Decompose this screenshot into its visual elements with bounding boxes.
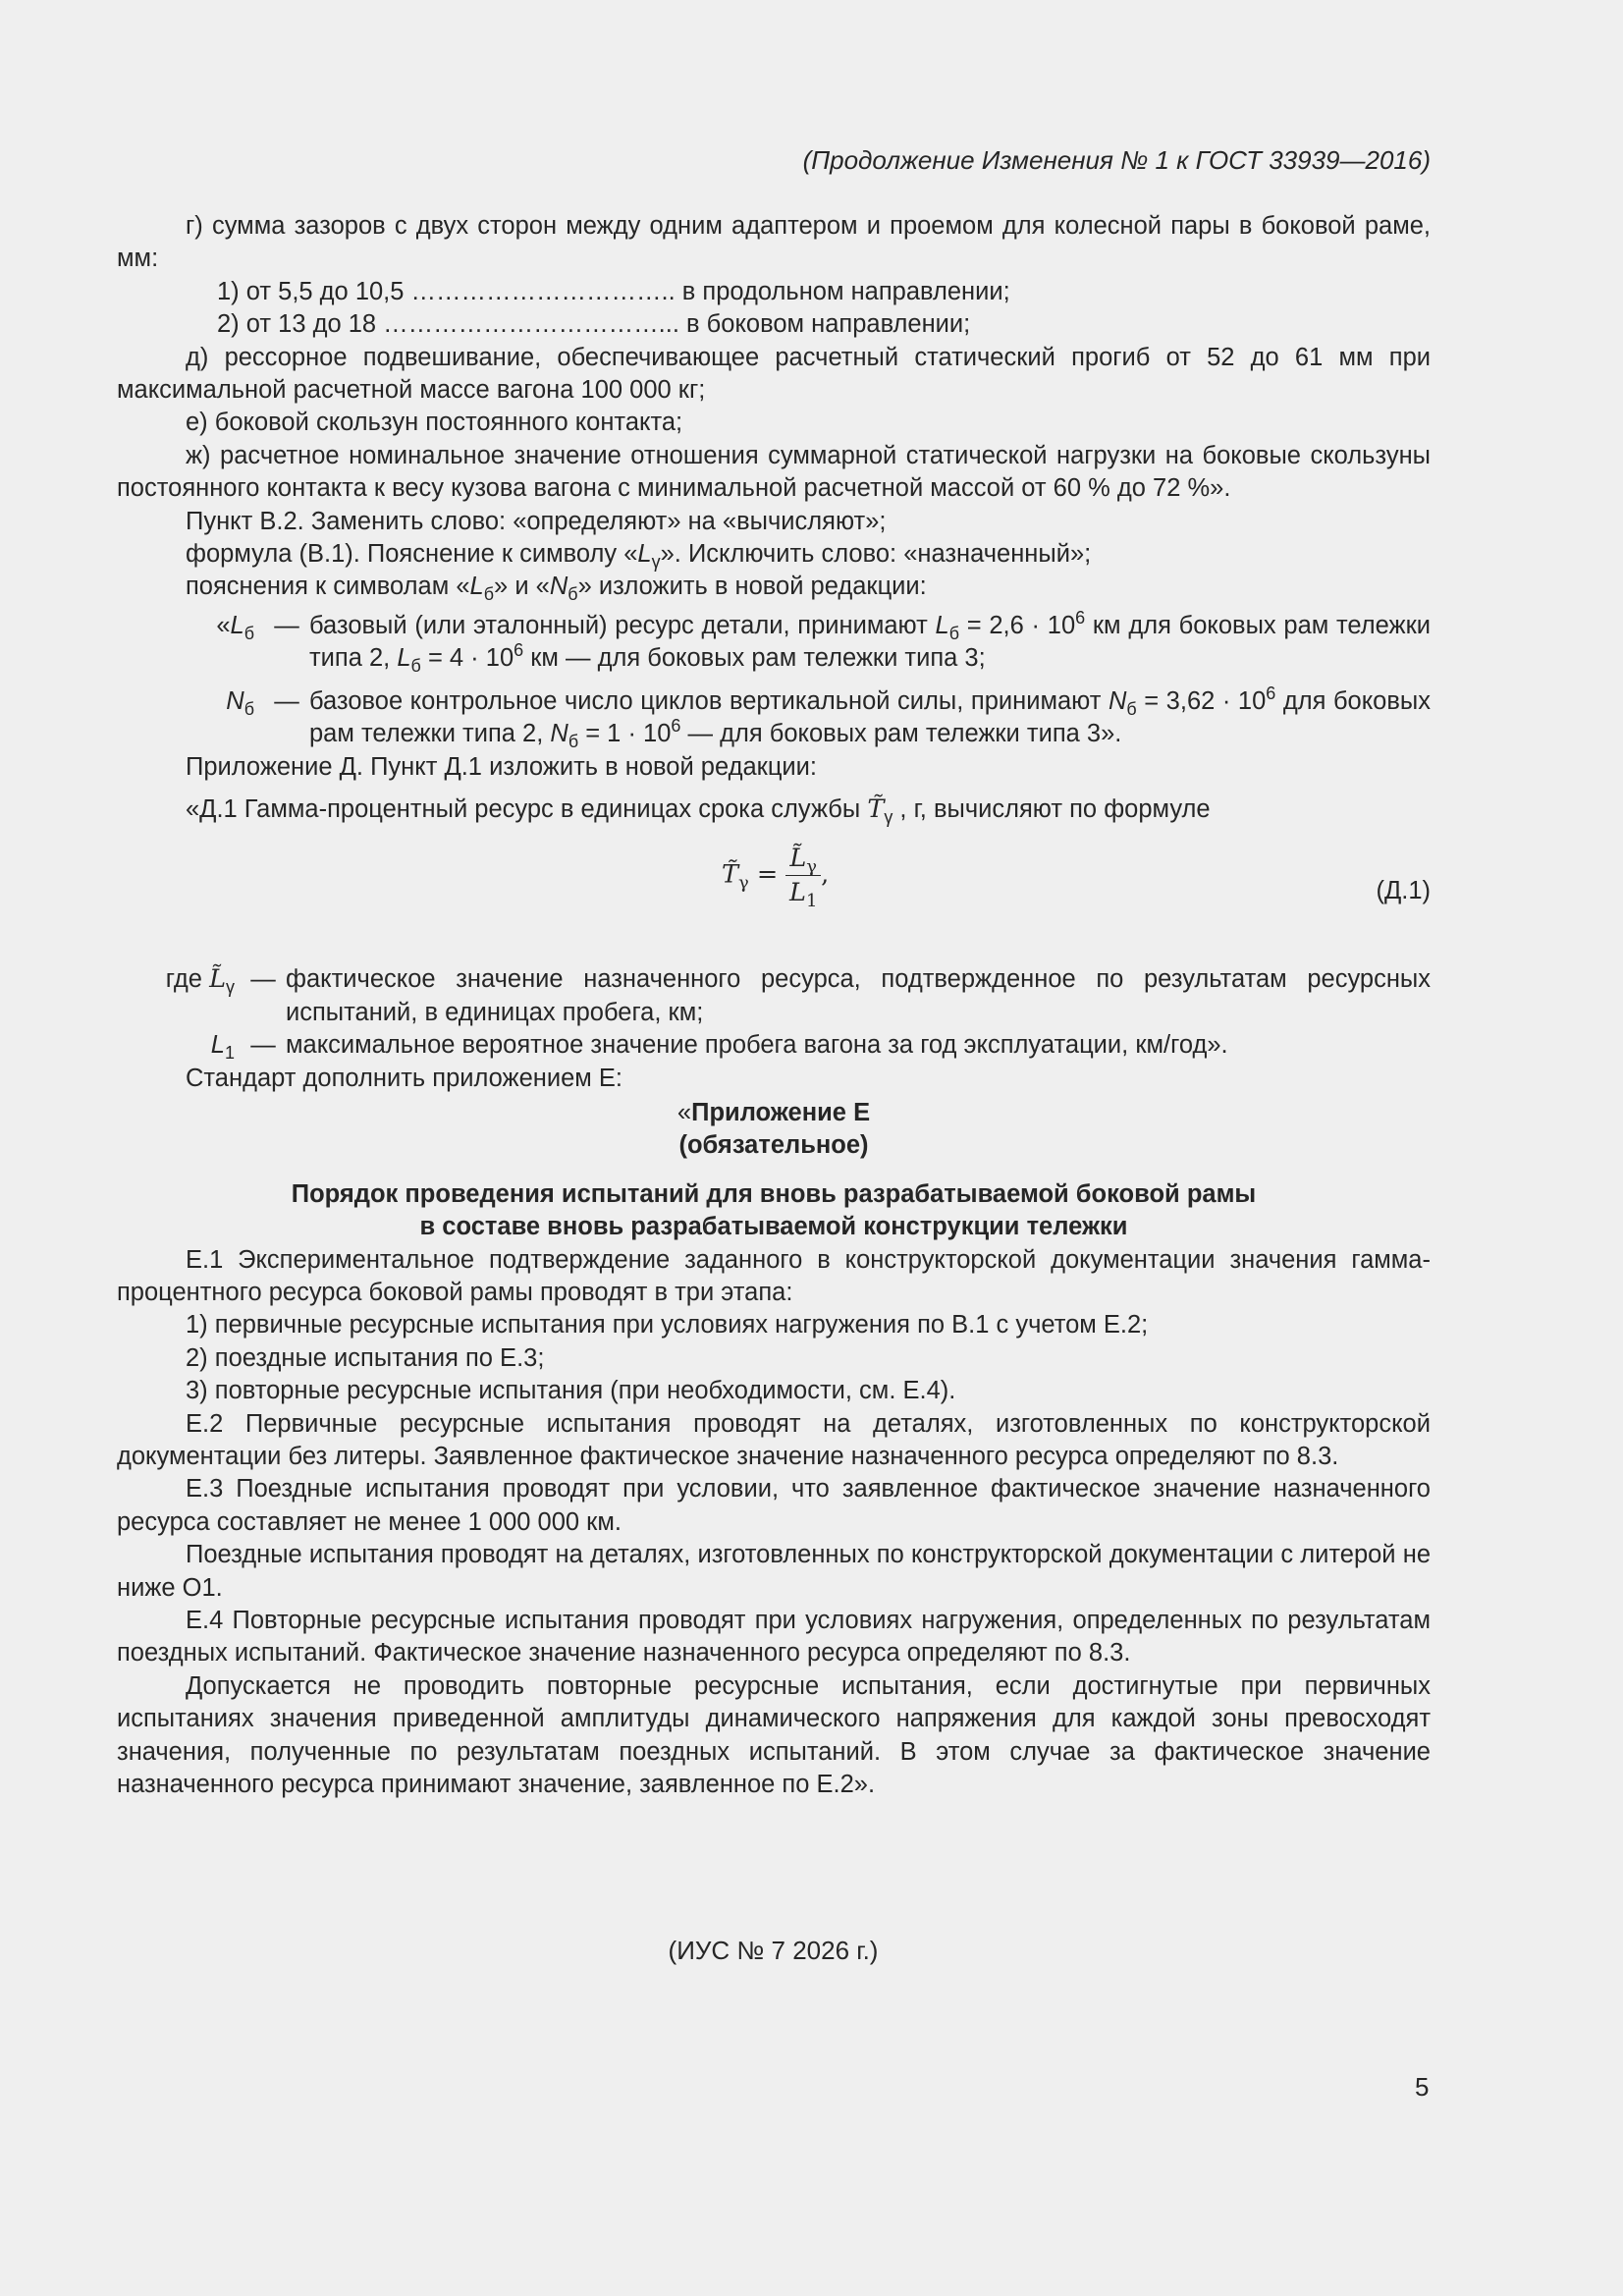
appendix-heading-1: Порядок проведения испытаний для вновь разрабатываемой боковой рамы — [291, 1179, 1257, 1208]
page-number: 5 — [1415, 2072, 1430, 2102]
superscript: 6 — [671, 716, 681, 737]
symbol-L: L — [397, 644, 411, 673]
para-g: г) сумма зазоров с двух сторон между одним адаптером и проемом для колесной пары в боковой раме, мм: — [117, 212, 1431, 273]
text-run: пояснения к символам « — [186, 573, 470, 601]
d1-text — [117, 793, 1431, 826]
superscript: 6 — [1266, 683, 1276, 703]
where-dash: — — [250, 965, 276, 994]
explain-symbols — [117, 571, 1431, 603]
symbol-T: T̃ — [867, 793, 885, 824]
superscript: 6 — [1075, 607, 1086, 628]
definition-symbol — [117, 676, 264, 751]
symbol-L: L̃ — [789, 844, 807, 874]
punkt-v2: Пункт В.2. Заменить слово: «определяют» на «вычисляют»; — [186, 507, 887, 535]
appendix-name: Приложение Е — [691, 1098, 871, 1126]
text-run: «Д.1 Гамма-процентный ресурс в единицах срока службы — [186, 794, 868, 823]
symbol-L: L — [210, 1031, 225, 1060]
item-2: 2) от 13 до 18 ……………………………... в боковом направлении; — [217, 310, 971, 339]
subscript: γ — [738, 872, 749, 894]
formula-comma: , — [821, 859, 830, 890]
symbol-N: N — [226, 686, 244, 715]
text-run: базовый (или эталонный) ресурс детали, принимают — [309, 611, 936, 639]
definition-text — [309, 607, 1431, 677]
quote-mark: « — [676, 1098, 692, 1126]
text-run: для боковых рам тележки типа 2, — [309, 686, 1431, 748]
symbol-L: L — [469, 573, 484, 601]
para-d: д) рессорное подвешивание, обеспечивающее расчетный статический прогиб от 52 до 61 мм при максимальной расчетной массе вагона 100 000 кг; — [117, 343, 1431, 405]
symbol-L: L — [789, 878, 806, 908]
appendix-title — [117, 1097, 1431, 1129]
fraction — [785, 844, 821, 912]
document-body — [117, 210, 1431, 1801]
subscript: γ — [806, 856, 818, 878]
equation-number: (Д.1) — [1376, 877, 1431, 905]
subscript: б — [243, 698, 254, 719]
equals-sign: = — [748, 859, 786, 890]
where-symbol — [117, 963, 241, 1029]
where-row-2 — [117, 1029, 1431, 1062]
formula-lhs: T̃ — [722, 859, 739, 890]
subscript: 1 — [805, 891, 818, 912]
para-e4b: Допускается не проводить повторные ресурсные испытания, если достигнутые при первичных испытаниях значения приведенной амплитуды динамического напряжения для каждой зоны превосходят значения, полученные по результатам поездных испытаний. В этом случае за фактическое значение назначенного ресурса принимают значение, заявленное по Е.2». — [117, 1671, 1431, 1799]
subscript: γ — [651, 552, 661, 573]
definition-text — [309, 676, 1431, 751]
where-dash: — — [250, 1031, 276, 1060]
text-run: = 2,6 · 10 — [959, 611, 1076, 639]
para-e1-2: 2) поездные испытания по Е.3; — [186, 1343, 545, 1372]
para-e: е) боковой скользун постоянного контакта; — [186, 409, 683, 437]
subscript: б — [1126, 698, 1137, 719]
running-header: (Продолжение Изменения № 1 к ГОСТ 33939—2016) — [802, 145, 1431, 175]
definition-symbol — [117, 610, 264, 676]
formula-d1 — [117, 844, 1431, 942]
para-zh: ж) расчетное номинальное значение отношения суммарной статической нагрузки на боковые скользуны постоянного контакта к весу кузова вагона с минимальной расчетной массой от 60 % до 72 %». — [117, 441, 1431, 503]
std-add: Стандарт дополнить приложением Е: — [186, 1064, 623, 1092]
text-run: — для боковых рам тележки типа 3». — [680, 720, 1122, 748]
text-run: км — для боковых рам тележки типа 3; — [523, 644, 986, 673]
definition-dash: — — [274, 611, 299, 639]
definitions-table — [117, 607, 1431, 752]
subscript: 1 — [224, 1043, 235, 1064]
where-row-1 — [117, 963, 1431, 1029]
para-e3: Е.3 Поездные испытания проводят при условии, что заявленное фактическое значение назначенного ресурса составляет не менее 1 000 000 км. — [117, 1475, 1431, 1536]
formula-v1-note — [117, 538, 1431, 571]
where-word: где — [165, 965, 202, 994]
symbol-L: L — [935, 611, 949, 639]
subscript: б — [948, 623, 960, 643]
where-text: максимальное вероятное значение пробега вагона за год эксплуатации, км/год». — [286, 1031, 1228, 1060]
subscript: б — [568, 732, 579, 752]
subscript: б — [568, 584, 578, 605]
definition-dash: — — [274, 686, 299, 715]
definition-row-L — [117, 610, 1431, 676]
text-run: формула (В.1). Пояснение к символу « — [186, 540, 638, 569]
fraction-denominator — [785, 876, 821, 912]
subscript: γ — [884, 806, 893, 827]
formula-expression — [722, 844, 830, 912]
para-e4: Е.4 Повторные ресурсные испытания проводят при условиях нагружения, определенных по результатам поездных испытаний. Фактическое значение назначенного ресурса определяют по 8.3. — [117, 1607, 1431, 1667]
definition-row-N — [117, 676, 1431, 751]
text-run: ». Исключить слово: «назначенный»; — [660, 540, 1092, 569]
text-run: , г, вычисляют по формуле — [893, 794, 1211, 823]
subscript: б — [243, 623, 254, 643]
subscript: γ — [226, 977, 235, 998]
symbol-L: L — [637, 540, 652, 569]
symbol-N: N — [549, 573, 568, 601]
text-run: = 4 · 10 — [420, 644, 514, 673]
quote-mark: « — [216, 611, 231, 639]
symbol-L: L̃ — [209, 964, 226, 995]
where-symbol — [117, 1029, 241, 1062]
pril-d: Приложение Д. Пункт Д.1 изложить в новой редакции: — [186, 752, 818, 781]
where-text: фактическое значение назначенного ресурса, подтвержденное по результатам ресурсных испытаний, в единицах пробега, км; — [286, 965, 1431, 1026]
appendix-status: (обязательное) — [678, 1131, 869, 1160]
text-run: км для боковых рам тележки типа 2, — [309, 611, 1431, 673]
subscript: б — [410, 656, 421, 677]
text-run: » и « — [494, 573, 550, 601]
para-e3b: Поездные испытания проводят на деталях, изготовленных по конструкторской документации с литерой не ниже О1. — [117, 1541, 1431, 1602]
para-e1-3: 3) повторные ресурсные испытания (при необходимости, см. Е.4). — [186, 1377, 956, 1405]
symbol-N: N — [550, 720, 568, 748]
text-run: » изложить в новой редакции: — [577, 573, 927, 601]
ius-footer: (ИУС № 7 2026 г.) — [668, 1936, 879, 1965]
text-run: = 1 · 10 — [578, 720, 672, 748]
where-table — [117, 963, 1431, 1062]
para-e1-1: 1) первичные ресурсные испытания при условиях нагружения по В.1 с учетом Е.2; — [186, 1311, 1149, 1339]
symbol-L: L — [230, 611, 244, 639]
superscript: 6 — [514, 640, 524, 661]
subscript: б — [483, 584, 495, 605]
item-1: 1) от 5,5 до 10,5 ………………………….. в продольном направлении; — [217, 277, 1010, 305]
para-e1: Е.1 Экспериментальное подтверждение заданного в конструкторской документации значения гамма-процентного ресурса боковой рамы проводят в три этапа: — [117, 1245, 1431, 1306]
fraction-numerator — [785, 844, 821, 876]
symbol-N: N — [1108, 686, 1127, 715]
text-run: базовое контрольное число циклов вертикальной силы, принимают — [309, 686, 1109, 715]
text-run: = 3,62 · 10 — [1136, 686, 1267, 715]
appendix-heading-2: в составе вновь разрабатываемой конструкции тележки — [419, 1213, 1128, 1241]
para-e2: Е.2 Первичные ресурсные испытания проводят на деталях, изготовленных по конструкторской документации без литеры. Заявленное фактическое значение назначенного ресурса определяют по 8.3. — [117, 1409, 1431, 1470]
